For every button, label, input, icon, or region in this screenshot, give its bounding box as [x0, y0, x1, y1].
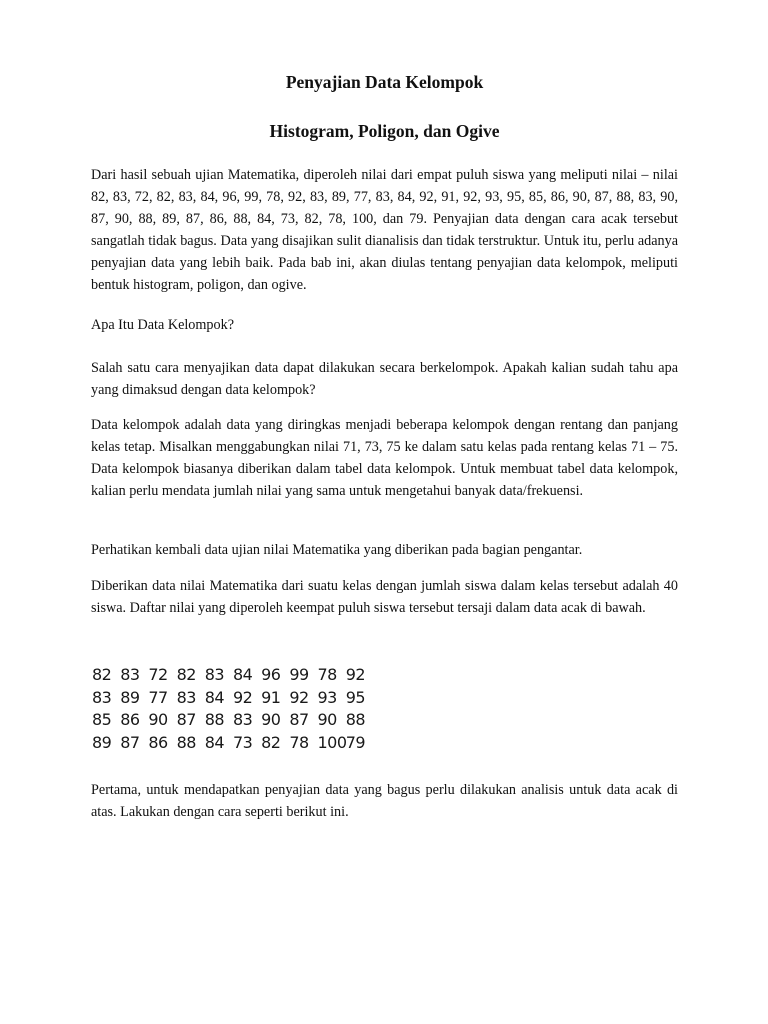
score-cell: 79 — [345, 732, 366, 752]
score-cell: 89 — [120, 687, 140, 707]
question-paragraph: Salah satu cara menyajikan data dapat dilakukan secara berkelompok. Apakah kalian sudah tahu apa yang dimaksud dengan data kelompok? — [91, 360, 678, 398]
score-cell: 82 — [92, 665, 112, 684]
score-cell: 83 — [204, 665, 225, 684]
score-cell: 84 — [232, 665, 253, 684]
score-cell: 93 — [317, 687, 337, 707]
score-cell: 87 — [176, 710, 196, 729]
score-cell: 78 — [289, 732, 309, 752]
score-cell: 84 — [204, 687, 225, 707]
score-row — [92, 687, 374, 710]
score-cell: 86 — [148, 732, 168, 752]
score-cell: 96 — [261, 665, 281, 684]
page-title: Penyajian Data Kelompok — [285, 72, 484, 92]
score-cell: 100 — [317, 732, 347, 752]
score-cell: 83 — [92, 687, 112, 707]
score-cell: 90 — [317, 710, 337, 729]
page-subtitle: Histogram, Poligon, dan Ogive — [269, 121, 500, 141]
score-cell: 85 — [92, 710, 112, 729]
score-cell: 87 — [289, 710, 309, 729]
score-cell: 92 — [345, 665, 366, 684]
score-cell: 95 — [345, 687, 366, 707]
score-cell: 89 — [92, 732, 112, 752]
score-cell: 92 — [289, 687, 309, 707]
score-cell: 83 — [120, 665, 140, 684]
first-step-paragraph: Pertama, untuk mendapatkan penyajian data yang bagus perlu dilakukan analisis untuk data acak di atas. Lakukan dengan cara seperti berikut ini. — [91, 782, 678, 820]
score-cell: 84 — [204, 732, 225, 752]
intro-paragraph: Dari hasil sebuah ujian Matematika, diperoleh nilai dari empat puluh siswa yang meliputi nilai – nilai 82, 83, 72, 82, 83, 84, 96, 99, 78, 92, 83, 89, 77, 83, 84, 92, 91, 92, 93, 95, 85, 86, 90, 87, 88, 83, 90, 87, 90, 88, 89, 87, 86, 88, 84, 73, 82, 78, 100, dan 79. Penyajian data dengan cara acak tersebut sangatlah tidak bagus. Data yang disajikan sulit dianalisis dan tidak terstruktur. Untuk itu, perlu adanya penyajian data yang lebih baik. Pada bab ini, akan diulas tentang penyajian data kelompok, meliputi bentuk histogram, poligon, dan ogive. — [91, 167, 678, 293]
score-cell: 83 — [232, 710, 253, 729]
score-cell: 83 — [176, 687, 196, 707]
score-cell: 90 — [261, 710, 281, 729]
score-cell: 88 — [204, 710, 225, 729]
score-row — [92, 709, 374, 732]
score-row — [92, 664, 374, 687]
score-cell: 91 — [261, 687, 281, 707]
score-cell: 88 — [345, 710, 366, 729]
score-cell: 88 — [176, 732, 196, 752]
section-heading: Apa Itu Data Kelompok? — [91, 317, 235, 333]
score-cell: 99 — [289, 665, 309, 684]
score-cell: 92 — [232, 687, 253, 707]
score-cell: 73 — [232, 732, 253, 752]
score-grid — [92, 664, 374, 754]
recall-paragraph: Perhatikan kembali data ujian nilai Matematika yang diberikan pada bagian pengantar. — [91, 542, 583, 558]
score-cell: 90 — [148, 710, 168, 729]
score-row — [92, 732, 374, 755]
score-cell: 72 — [148, 665, 168, 684]
score-cell: 86 — [120, 710, 140, 729]
score-cell: 82 — [176, 665, 196, 684]
score-cell: 77 — [148, 687, 168, 707]
given-paragraph: Diberikan data nilai Matematika dari suatu kelas dengan jumlah siswa dalam kelas tersebut adalah 40 siswa. Daftar nilai yang diperoleh keempat puluh siswa tersebut tersaji dalam data acak di bawah. — [91, 578, 678, 616]
definition-paragraph: Data kelompok adalah data yang diringkas menjadi beberapa kelompok dengan rentang dan panjang kelas tetap. Misalkan menggabungkan nilai 71, 73, 75 ke dalam satu kelas pada rentang kelas 71 – 75. Data kelompok biasanya diberikan dalam tabel data kelompok. Untuk membuat tabel data kelompok, kalian perlu mendata jumlah nilai yang sama untuk mengetahui banyak data/frekuensi. — [91, 417, 678, 499]
score-cell: 82 — [261, 732, 281, 752]
score-cell: 87 — [120, 732, 140, 752]
score-cell: 78 — [317, 665, 337, 684]
